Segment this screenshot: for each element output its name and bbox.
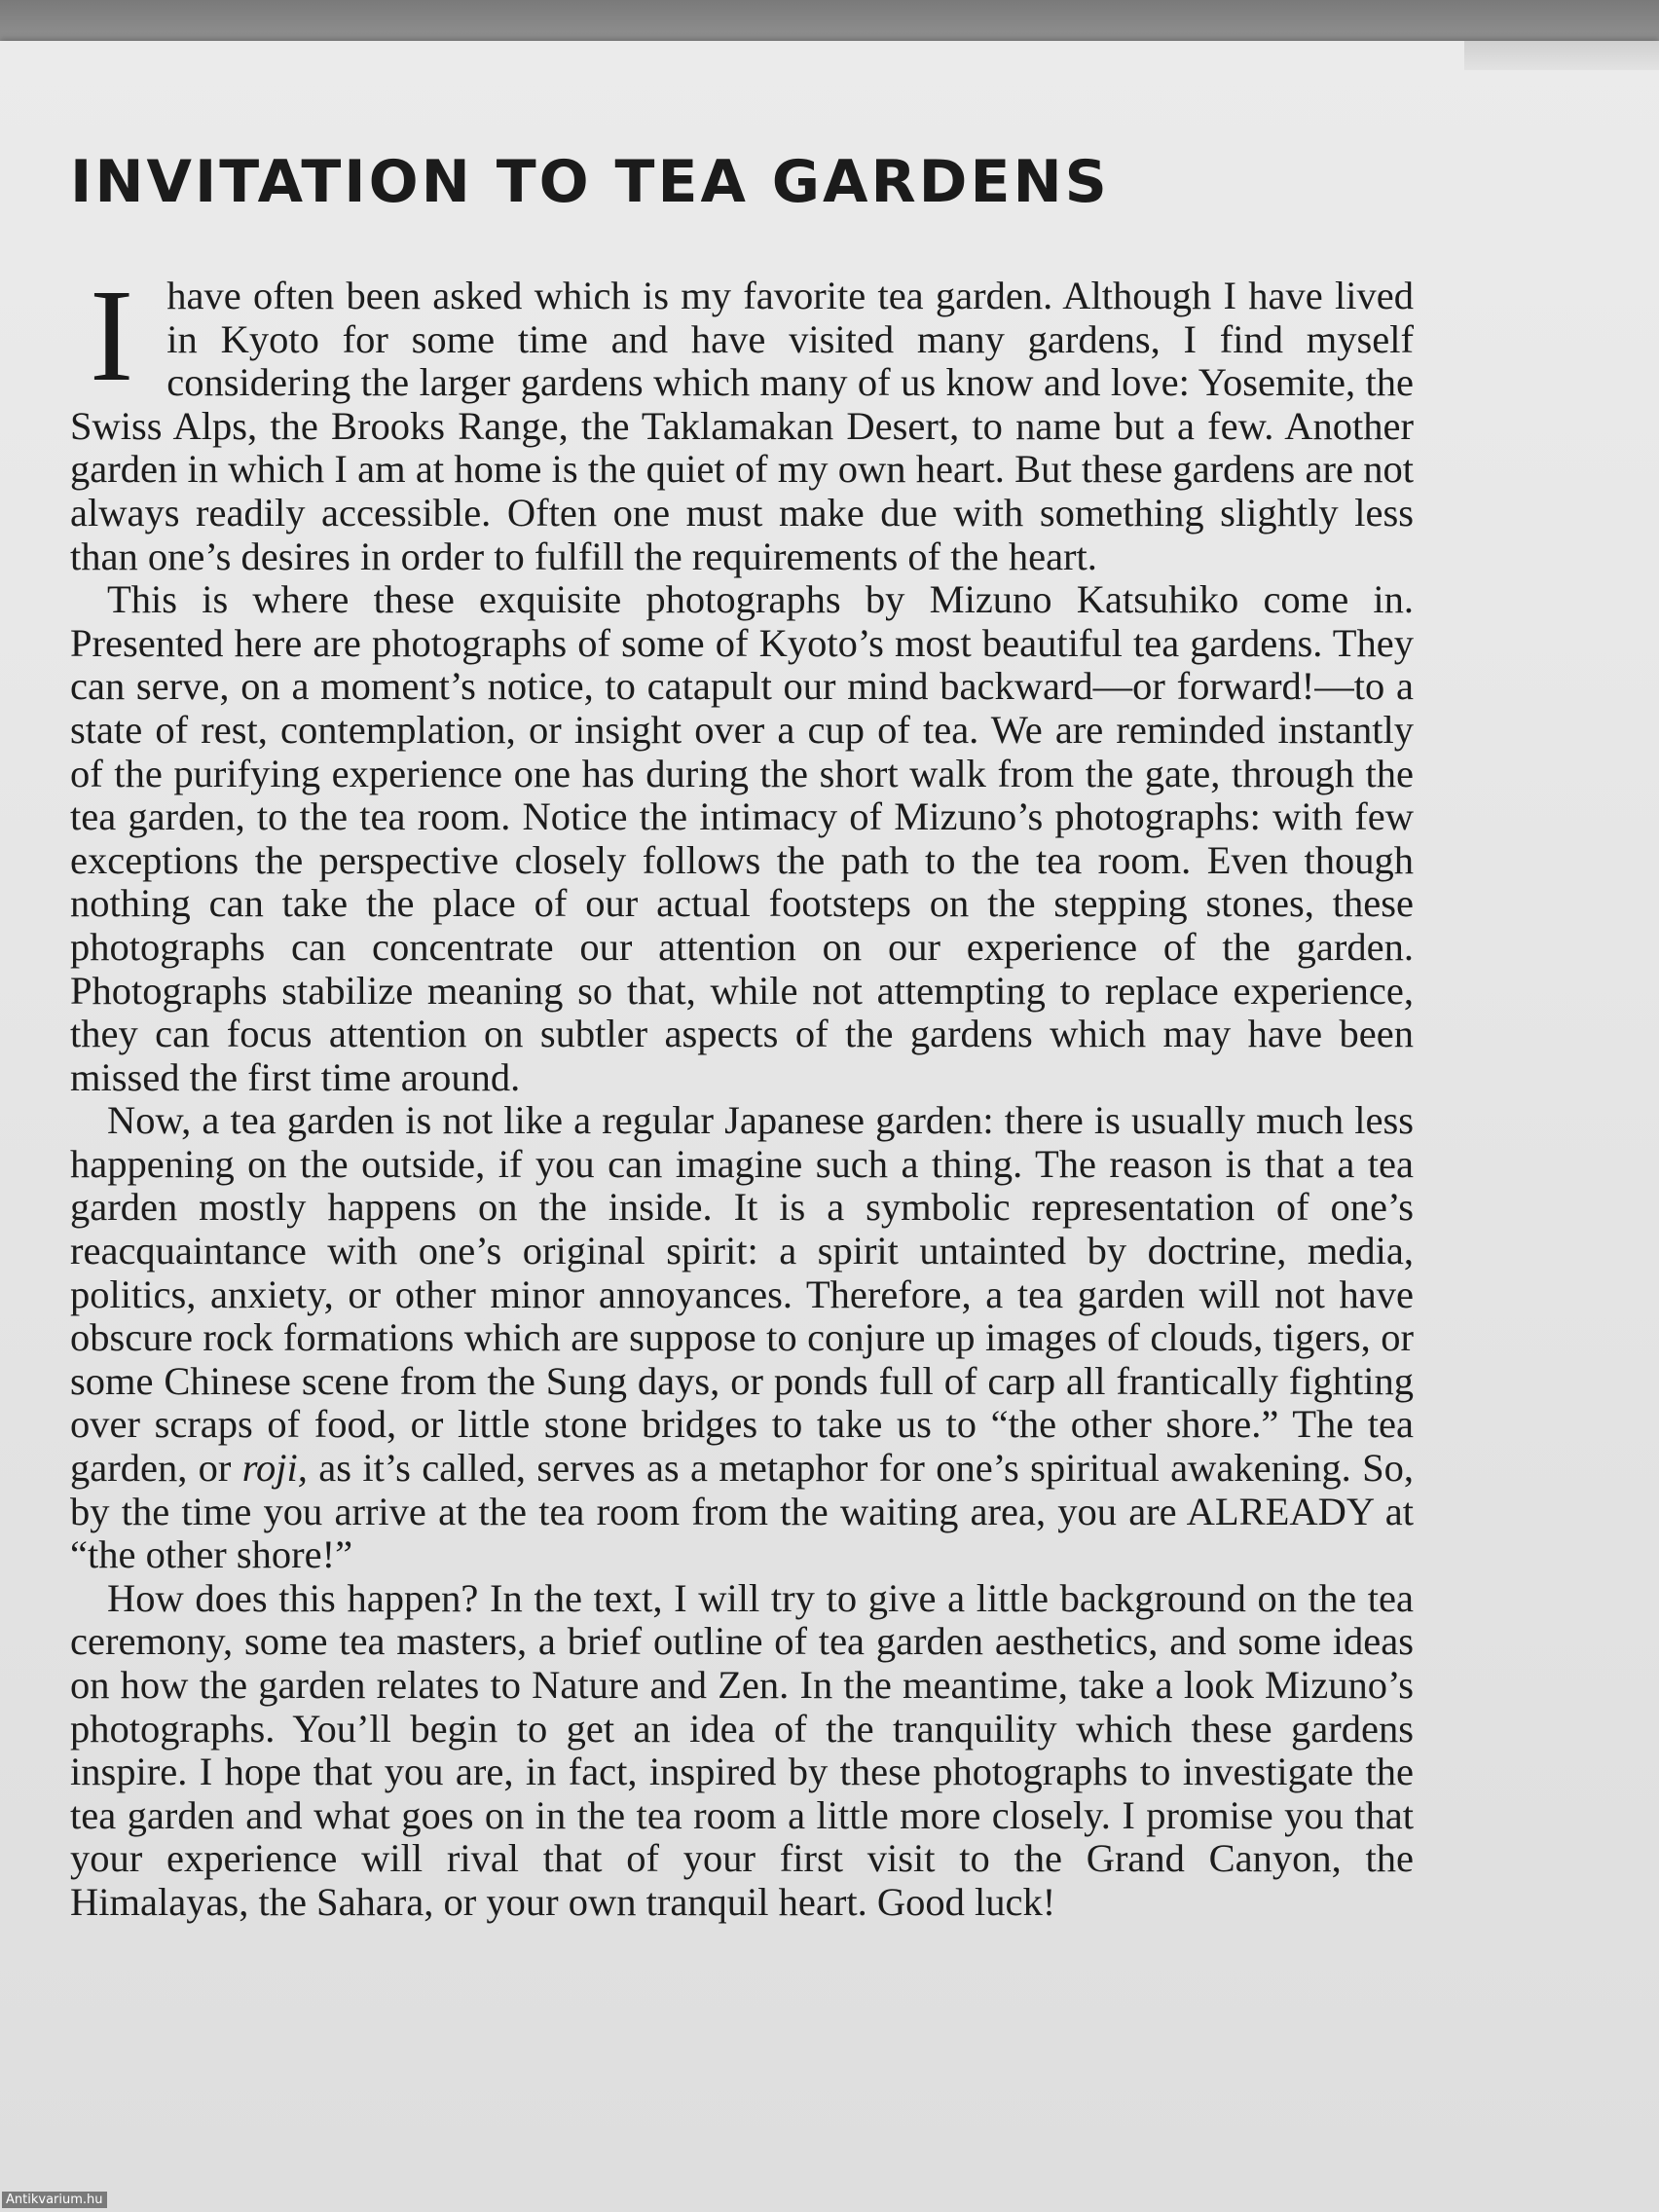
paragraph-3 xyxy=(70,1099,1414,1577)
watermark: Antikvarium.hu xyxy=(2,2192,107,2208)
paragraph-1 xyxy=(70,263,1414,578)
paragraph-3-text-after: as it’s called, serves as a metaphor for one’s spiritual awakening. So, by the time you arrive at the tea room from the waiting area, you are ALREADY at “the other shore!” xyxy=(70,1446,1414,1577)
body-text xyxy=(70,263,1414,1925)
page-title: INVITATION TO TEA GARDENS xyxy=(70,148,1110,216)
page-edge xyxy=(1464,41,1659,70)
paragraph-4: How does this happen? In the text, I will try to give a little background on the tea ceremony, some tea masters, a brief outline of tea garden aesthetics, and some ideas on how the garden relates to Nature and Zen. In the meantime, take a look Mizuno’s photographs. You’ll begin to get an idea of the tranquility which these gardens inspire. I hope that you are, in fact, inspired by these photographs to investigate the tea garden and what goes on in the tea room a little more closely. I promise you that your experience will rival that of your first visit to the Grand Canyon, the Himalayas, the Sahara, or your own tranquil heart. Good luck! xyxy=(70,1575,1414,1924)
paragraph-2: This is where these exquisite photographs by Mizuno Katsuhiko come in. Presented here are photographs of some of Kyoto’s most beautiful tea gardens. They can serve, on a moment’s notice, to catapult our mind backward—or forward!—to a state of rest, contemplation, or insight over a cup of tea. We are reminded instantly of the purifying experience one has during the short walk from the gate, through the tea garden, to the tea room. Notice the intimacy of Mizuno’s photographs: with few exceptions the perspective closely follows the path to the tea room. Even though nothing can take the place of our actual footsteps on the stepping stones, these photographs can concentrate our attention on our experience of the garden. Photographs stabilize meaning so that, while not attempting to replace experience, they can focus attention on subtler aspects of the gardens which may have been missed the first time around. xyxy=(70,577,1414,1099)
roji-term: roji, xyxy=(241,1446,308,1491)
paragraph-3-text-before: Now, a tea garden is not like a regular Japanese garden: there is usually much less happening on the outside, if you can imagine such a thing. The reason is that a tea garden mostly happens on the inside. It is a symbolic representation of one’s reacquaintance with one’s original spirit: a spirit untainted by doctrine, media, politics, anxiety, or other minor annoyances. Therefore, a tea garden will not have obscure rock formations which are suppose to conjure up images of clouds, tigers, or some Chinese scene from the Sung days, or ponds full of carp all frantically fighting over scraps of food, or little stone bridges to take us to “the other shore.” The tea garden, or xyxy=(70,1098,1414,1491)
paragraph-1-text: have often been asked which is my favorite tea garden. Although I have lived in Kyoto for some time and have visited many gardens, I find myself considering the larger gardens which many of us know and love: Yosemite, the Swiss Alps, the Brooks Range, the Taklamakan Desert, to name but a few. Another garden in which I am at home is the quiet of my own heart. But these gardens are not always readily accessible. Often one must make due with something slightly less than one’s desires in order to fulfill the requirements of the heart. xyxy=(70,274,1414,578)
drop-cap: I xyxy=(90,263,134,409)
